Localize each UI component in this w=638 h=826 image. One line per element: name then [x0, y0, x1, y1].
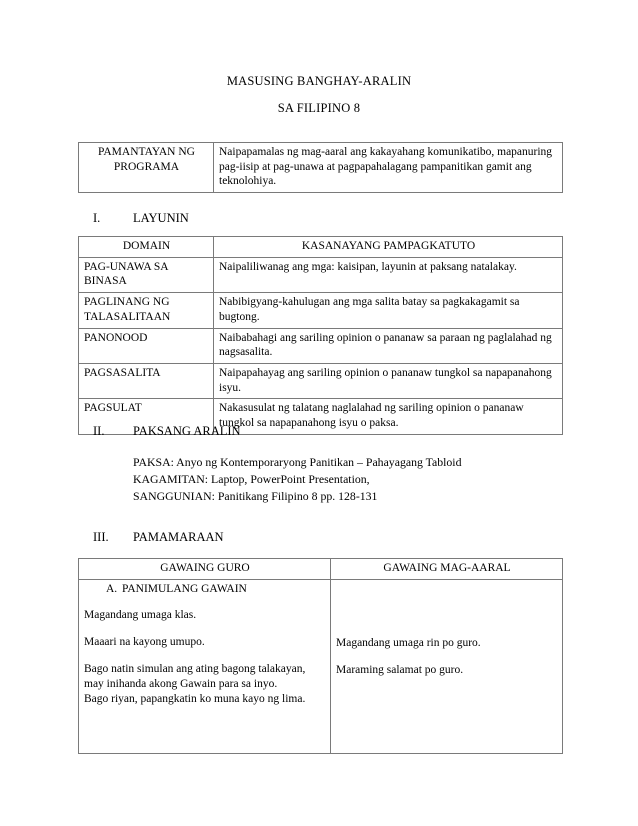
pamantayan-label: PAMANTAYAN NG PROGRAMA [79, 143, 214, 193]
table-row [79, 364, 563, 399]
paksa-line: PAKSA: Anyo ng Kontemporaryong Panitikan – Pahayagang Tabloid [133, 455, 462, 469]
domain-cell: PAGSASALITA [79, 364, 214, 399]
section-number: I. [93, 211, 101, 225]
paksang-aralin-details [133, 454, 461, 504]
section-heading-paksang-aralin [93, 424, 241, 439]
activity-letter: A. [106, 582, 118, 595]
layunin-table [78, 236, 563, 435]
table-row [79, 257, 563, 292]
mag-aaral-line: Magandang umaga rin po guro. [336, 636, 481, 649]
column-header-domain: DOMAIN [79, 237, 214, 258]
document-title-line-1: MASUSING BANGHAY-ARALIN [226, 74, 412, 88]
activity-title: PANIMULANG GAWAIN [122, 582, 247, 595]
table-row [79, 579, 563, 753]
gawaing-mag-aaral-cell [331, 579, 563, 753]
pamantayan-content: Naipapamalas ng mag-aaral ang kakayahang komunikatibo, mapanuring pag-iisip at pag-unawa at pagpapahalagang pampanitikan gamit ang teknolohiya. [214, 143, 563, 193]
table-row [79, 328, 563, 363]
sanggunian-line: SANGGUNIAN: Panitikang Filipino 8 pp. 128-131 [133, 488, 378, 503]
gawaing-guro-cell [79, 579, 331, 753]
guro-line: Bago riyan, papangkatin ko muna kayo ng lima. [84, 693, 306, 706]
table-header-row [79, 559, 563, 580]
mag-aaral-line: Maraming salamat po guro. [336, 663, 464, 676]
kasanayan-cell: Naipaliliwanag ang mga: kaisipan, layunin at paksang natalakay. [214, 257, 563, 292]
kasanayan-cell: Naipapahayag ang sariling opinion o pananaw tungkol sa napapanahong isyu. [214, 364, 563, 399]
kasanayan-cell: Naibabahagi ang sariling opinion o pananaw sa paraan ng paglalahad ng nagsasalita. [214, 328, 563, 363]
domain-cell: PANONOOD [79, 328, 214, 363]
section-label: LAYUNIN [133, 211, 189, 225]
table-row [79, 293, 563, 328]
section-label: PAKSANG ARALIN [133, 424, 241, 438]
document-subtitle-line-2: SA FILIPINO 8 [277, 101, 361, 115]
domain-cell: PAG-UNAWA SA BINASA [79, 257, 214, 292]
column-header-gawaing-mag-aaral: GAWAING MAG-AARAL [331, 559, 563, 580]
table-header-row [79, 237, 563, 258]
section-label: PAMAMARAAN [133, 530, 224, 544]
domain-cell: PAGSULAT [79, 399, 214, 434]
guro-line: Maaari na kayong umupo. [84, 636, 205, 649]
panimulang-gawain-heading [84, 582, 326, 597]
column-header-kasanayan: KASANAYANG PAMPAGKATUTO [214, 237, 563, 258]
guro-line: Magandang umaga klas. [84, 609, 197, 622]
guro-line: Bago natin simulan ang ating bagong talakayan, may inihanda akong Gawain para sa inyo. [84, 663, 306, 691]
table-row [79, 143, 563, 193]
section-heading-pamamaraan [93, 530, 224, 545]
section-heading-layunin [93, 211, 189, 226]
pamamaraan-table [78, 558, 563, 754]
pamantayan-table [78, 142, 563, 193]
domain-cell: PAGLINANG NG TALASALITAAN [79, 293, 214, 328]
section-number: III. [93, 530, 109, 544]
section-number: II. [93, 424, 105, 438]
kasanayan-cell: Nabibigyang-kahulugan ang mga salita batay sa pagkakagamit sa bugtong. [214, 293, 563, 328]
kasanayan-cell: Nakasusulat ng talatang naglalahad ng sariling opinion o pananaw tungkol sa napapanahong isyu o paksa. [214, 399, 563, 434]
kagamitan-line: KAGAMITAN: Laptop, PowerPoint Presentation, [133, 471, 370, 486]
column-header-gawaing-guro: GAWAING GURO [79, 559, 331, 580]
